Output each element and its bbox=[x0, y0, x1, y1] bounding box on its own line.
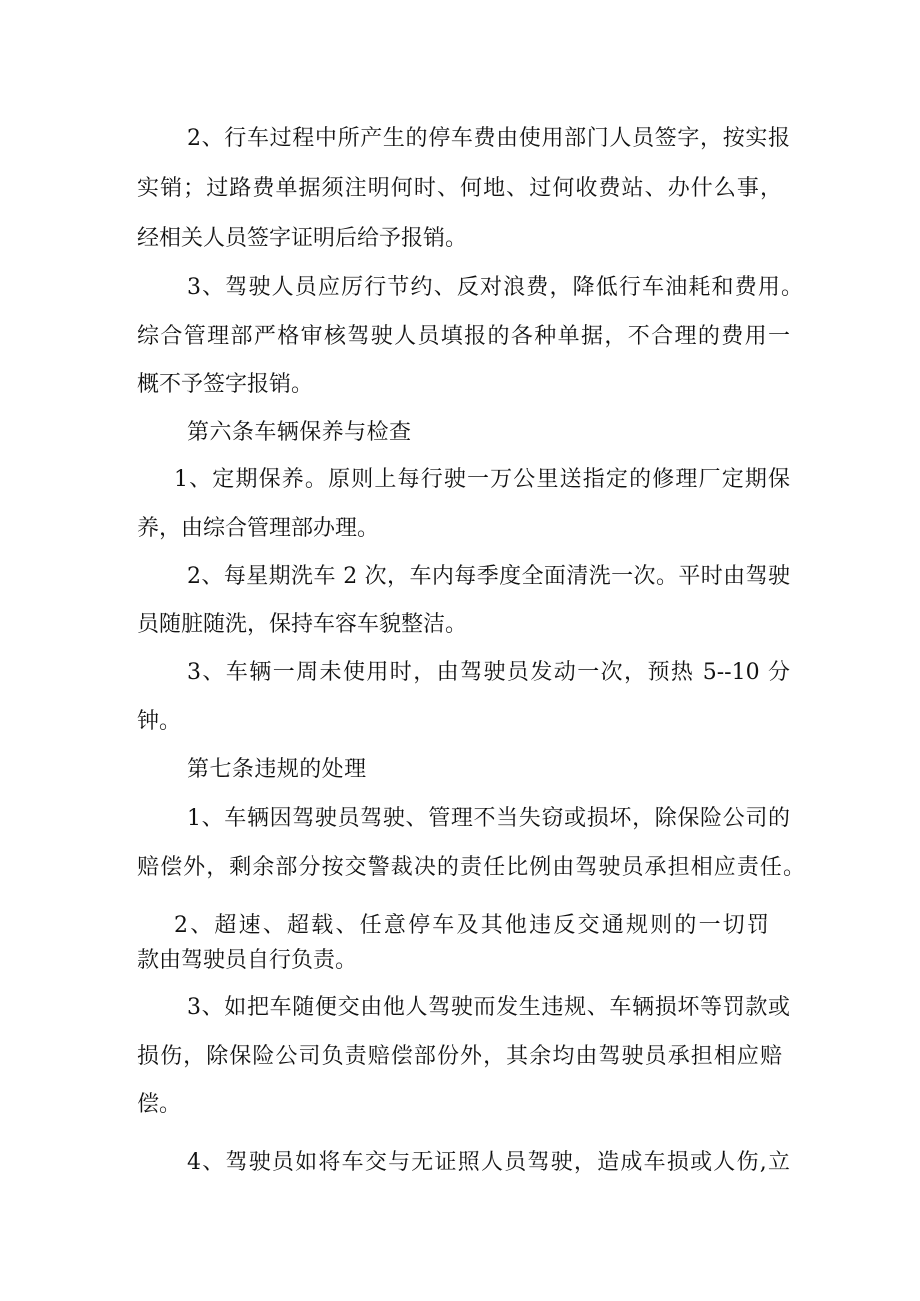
text-line: 实销；过路费单据须注明何时、何地、过何收费站、办什么事， bbox=[137, 176, 782, 201]
text-line: 员随脏随洗，保持车容车貌整洁。 bbox=[137, 612, 468, 637]
text-line: 养，由综合管理部办理。 bbox=[137, 516, 380, 541]
text-line: 偿。 bbox=[137, 1092, 182, 1117]
text-line: 损伤，除保险公司负责赔偿部份外，其余均由驾驶员承担相应赔 bbox=[137, 1044, 782, 1069]
text-line: 2、每星期洗车 2 次，车内每季度全面清洗一次。平时由驾驶 bbox=[187, 564, 790, 589]
article-7-heading: 第七条违规的处理 bbox=[187, 757, 367, 782]
text-line: 概不予签字报销。 bbox=[137, 372, 314, 397]
text-line: 综合管理部严格审核驾驶人员填报的各种单据，不合理的费用一 bbox=[137, 324, 790, 349]
text-line: 钟。 bbox=[137, 709, 182, 734]
text-line: 赔偿外，剩余部分按交警裁决的责任比例由驾驶员承担相应责任。 bbox=[137, 855, 805, 880]
text-line: 2、行车过程中所产生的停车费由使用部门人员签字，按实报 bbox=[187, 126, 790, 151]
article-6-heading: 第六条车辆保养与检查 bbox=[187, 420, 412, 445]
text-line: 款由驾驶员自行负责。 bbox=[137, 948, 358, 973]
text-line: 经相关人员签字证明后给予报销。 bbox=[137, 226, 468, 251]
text-line: 3、驾驶人员应厉行节约、反对浪费，降低行车油耗和费用。 bbox=[187, 275, 803, 300]
text-line: 4、驾驶员如将车交与无证照人员驾驶，造成车损或人伤,立 bbox=[187, 1150, 790, 1175]
text-line: 2、超速、超载、任意停车及其他违反交通规则的一切罚 bbox=[174, 913, 769, 938]
text-line: 3、车辆一周未使用时，由驾驶员发动一次，预热 5--10 分 bbox=[187, 660, 790, 685]
text-line: 1、车辆因驾驶员驾驶、管理不当失窃或损坏，除保险公司的 bbox=[187, 806, 790, 831]
text-line: 1、定期保养。原则上每行驶一万公里送指定的修理厂定期保 bbox=[174, 467, 790, 492]
text-line: 3、如把车随便交由他人驾驶而发生违规、车辆损坏等罚款或 bbox=[187, 995, 790, 1020]
